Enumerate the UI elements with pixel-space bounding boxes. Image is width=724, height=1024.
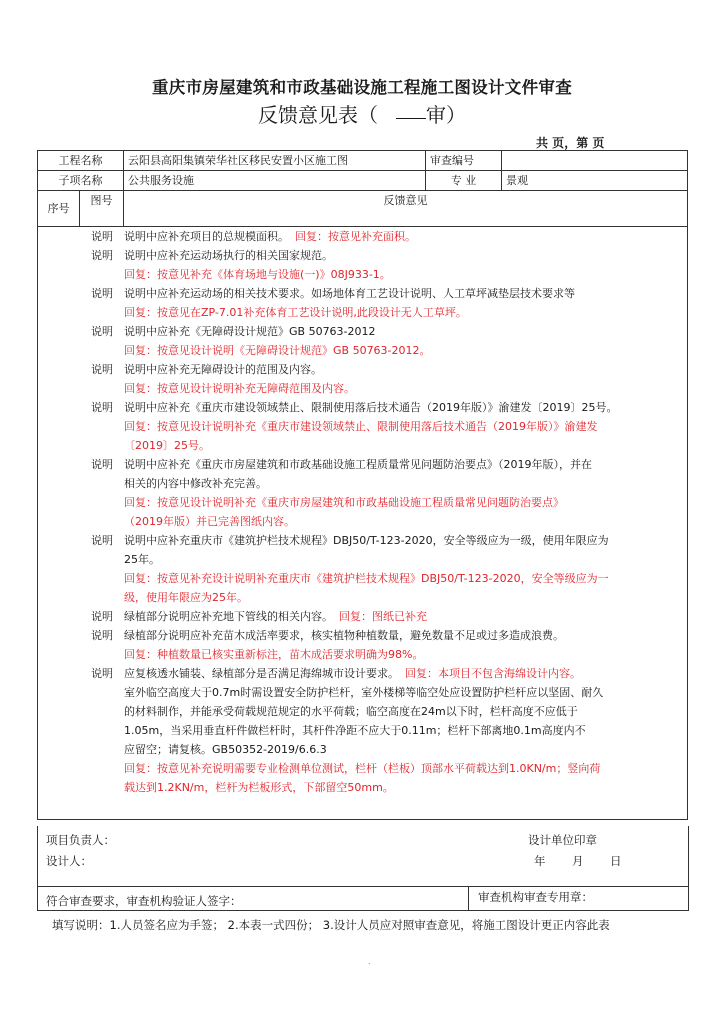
feedback-form <box>37 150 688 820</box>
feedback-line <box>124 474 681 493</box>
reply-text: 回复：图纸已补充 <box>339 610 427 623</box>
review-round-blank <box>396 118 426 119</box>
reply-text: 回复：按意见补充《体育场地与设施(一)》08J933-1。 <box>124 268 391 281</box>
reply-text: 〔2019〕25号。 <box>124 439 210 452</box>
specialty-value: 景观 <box>502 171 688 191</box>
project-label: 工程名称 <box>38 151 124 171</box>
feedback-item <box>38 284 687 322</box>
document-subtitle <box>0 99 724 128</box>
subitem-label: 子项名称 <box>38 171 124 191</box>
footer-mark: . <box>368 957 371 966</box>
feedback-line <box>124 227 681 246</box>
reply-text: 载达到1.2KN/m，栏杆为栏板形式，下部留空50mm。 <box>124 781 394 794</box>
reply-text: 回复：按意见设计说明补充无障碍范围及内容。 <box>124 382 355 395</box>
feedback-line <box>124 417 681 436</box>
feedback-body <box>38 227 688 820</box>
item-feedback <box>124 607 687 626</box>
filling-instructions: 填写说明：1.人员签名应为手签； 2.本表一式四份； 3.设计人员应对照审查意见，将施工图设计更正内容此表 <box>52 918 610 932</box>
verification-row <box>37 886 689 911</box>
opinion-text: 说明中应补充项目的总规模面积。 <box>124 230 289 243</box>
design-unit-seal-label: 设计单位印章 <box>528 833 597 847</box>
feedback-line <box>124 284 681 303</box>
item-fig-ref: 说明 <box>91 363 113 376</box>
feedback-item <box>38 360 687 398</box>
feedback-item <box>38 455 687 531</box>
item-feedback <box>124 246 687 284</box>
reply-text: （2019年版）并已完善图纸内容。 <box>124 515 295 528</box>
subtitle-suffix: 审） <box>426 103 466 127</box>
feedback-line <box>124 645 681 664</box>
item-feedback <box>124 322 687 360</box>
feedback-line <box>124 265 681 284</box>
item-seq <box>38 531 80 607</box>
feedback-line <box>124 322 681 341</box>
project-row <box>38 151 688 171</box>
feedback-line <box>124 683 681 702</box>
item-seq <box>38 322 80 360</box>
item-feedback <box>124 664 687 797</box>
opinion-text: 25年。 <box>124 553 160 566</box>
feedback-item <box>38 664 687 797</box>
item-fig-ref: 说明 <box>91 287 113 300</box>
subtitle-prefix: 反馈意见表（ <box>258 103 378 127</box>
reply-text: 回复：按意见设计说明补充《重庆市建设领域禁止、限制使用落后技术通告（2019年版）》渝建发 <box>124 420 598 433</box>
item-seq <box>38 664 80 797</box>
feedback-line <box>124 626 681 645</box>
feedback-line <box>124 569 681 588</box>
subitem-value: 公共服务设施 <box>124 171 426 191</box>
feedback-body-row <box>38 227 688 820</box>
opinion-text: 说明中应补充运动场的相关技术要求。如场地体育工艺设计说明、人工草坪减垫层技术要求等 <box>124 287 575 300</box>
feedback-line <box>124 740 681 759</box>
feedback-item <box>38 398 687 455</box>
review-no-value <box>502 151 688 171</box>
opinion-text: 1.05m，当采用垂直杆件做栏杆时，其杆件净距不应大于0.11m；栏杆下部离地0.1m高度内不 <box>124 724 586 737</box>
item-feedback <box>124 227 687 246</box>
opinion-text: 绿植部分说明应补充地下管线的相关内容。 <box>124 610 333 623</box>
reply-text: 回复：按意见补充说明需要专业检测单位测试，栏杆（栏板）顶部水平荷载达到1.0KN/m；竖向荷 <box>124 762 601 775</box>
designer-label: 设计人： <box>46 854 92 868</box>
item-seq <box>38 360 80 398</box>
opinion-text: 说明中应补充《重庆市建设领域禁止、限制使用落后技术通告（2019年版）》渝建发〔2019〕25号。 <box>124 401 618 414</box>
verifier-signature-label: 符合审查要求，审查机构验证人签字： <box>46 894 242 908</box>
date-day: 日 <box>610 854 622 868</box>
page-current: 第 页 <box>576 136 605 150</box>
feedback-line <box>124 455 681 474</box>
date-year: 年 <box>534 854 546 868</box>
reply-text: 回复：按意见补充设计说明补充重庆市《建筑护栏技术规程》DBJ50/T-123-2020，安全等级应为一 <box>124 572 609 585</box>
opinion-text: 应留空；请复核。GB50352-2019/6.6.3 <box>124 743 327 756</box>
item-seq <box>38 246 80 284</box>
feedback-line <box>124 436 681 455</box>
item-seq <box>38 455 80 531</box>
col-seq-header: 序号 <box>38 191 80 227</box>
feedback-items <box>38 227 687 797</box>
feedback-item <box>38 531 687 607</box>
review-no-label: 审查编号 <box>426 151 502 171</box>
col-fig-header: 图号 <box>80 191 124 227</box>
item-fig-ref: 说明 <box>91 610 113 623</box>
item-fig-ref: 说明 <box>91 458 113 471</box>
item-fig-ref: 说明 <box>91 325 113 338</box>
review-seal-label: 审查机构审查专用章： <box>478 890 593 904</box>
reply-text: 回复：按意见在ZP-7.01补充体育工艺设计说明,此段设计无人工草坪。 <box>124 306 467 319</box>
opinion-text: 说明中应补充重庆市《建筑护栏技术规程》DBJ50/T-123-2020，安全等级应为一级，使用年限应为 <box>124 534 609 547</box>
feedback-item <box>38 227 687 246</box>
item-feedback <box>124 284 687 322</box>
item-feedback <box>124 398 687 455</box>
signature-block <box>37 826 689 887</box>
col-feedback-header: 反馈意见 <box>124 191 688 227</box>
opinion-text: 绿植部分说明应补充苗木成活率要求，核实植物种植数量，避免数量不足或过多造成浪费。 <box>124 629 564 642</box>
opinion-text: 说明中应补充无障碍设计的范围及内容。 <box>124 363 322 376</box>
feedback-line <box>124 778 681 797</box>
feedback-line <box>124 341 681 360</box>
item-fig-ref: 说明 <box>91 534 113 547</box>
feedback-line <box>124 493 681 512</box>
opinion-text: 应复核透水铺装、绿植部分是否满足海绵城市设计要求。 <box>124 667 399 680</box>
item-fig-ref: 说明 <box>91 667 113 680</box>
reply-text: 级，使用年限应为25年。 <box>124 591 248 604</box>
document-title: 重庆市房屋建筑和市政基础设施工程施工图设计文件审查 <box>152 78 572 97</box>
opinion-text: 相关的内容中修改补充完善。 <box>124 477 267 490</box>
opinion-text: 的材料制作，并能承受荷载规范规定的水平荷载；临空高度在24m以下时，栏杆高度不应低于 <box>124 705 578 718</box>
feedback-line <box>124 550 681 569</box>
feedback-line <box>124 664 681 683</box>
item-seq <box>38 284 80 322</box>
item-fig-ref: 说明 <box>91 401 113 414</box>
verification-divider <box>468 886 469 910</box>
page-total: 共 页 <box>536 136 565 150</box>
item-seq <box>38 227 80 246</box>
item-seq <box>38 607 80 626</box>
feedback-line <box>124 607 681 626</box>
item-fig-ref: 说明 <box>91 230 113 243</box>
feedback-line <box>124 303 681 322</box>
column-header-row <box>38 191 688 227</box>
feedback-line <box>124 379 681 398</box>
item-feedback <box>124 626 687 664</box>
project-leader-label: 项目负责人： <box>46 833 115 847</box>
feedback-line <box>124 721 681 740</box>
feedback-line <box>124 246 681 265</box>
subitem-row <box>38 171 688 191</box>
item-feedback <box>124 531 687 607</box>
item-feedback <box>124 360 687 398</box>
item-fig-ref: 说明 <box>91 249 113 262</box>
page-info <box>536 134 604 151</box>
feedback-item <box>38 626 687 664</box>
feedback-item <box>38 322 687 360</box>
reply-text: 回复：种植数量已核实重新标注，苗木成活要求明确为98%。 <box>124 648 424 661</box>
specialty-label: 专 业 <box>426 171 502 191</box>
feedback-line <box>124 360 681 379</box>
feedback-line <box>124 702 681 721</box>
item-fig-ref: 说明 <box>91 629 113 642</box>
feedback-line <box>124 512 681 531</box>
feedback-item <box>38 246 687 284</box>
date-month: 月 <box>572 854 584 868</box>
feedback-line <box>124 398 681 417</box>
reply-text: 回复：按意见设计说明补充《重庆市房屋建筑和市政基础设施工程质量常见问题防治要点》 <box>124 496 564 509</box>
opinion-text: 室外临空高度大于0.7m时需设置安全防护栏杆，室外楼梯等临空处应设置防护栏杆应以坚固、耐久 <box>124 686 604 699</box>
opinion-text: 说明中应补充《无障碍设计规范》GB 50763-2012 <box>124 325 376 338</box>
reply-text: 回复：按意见补充面积。 <box>295 230 416 243</box>
feedback-line <box>124 759 681 778</box>
opinion-text: 说明中应补充运动场执行的相关国家规范。 <box>124 249 333 262</box>
project-value: 云阳县高阳集镇荣华社区移民安置小区施工图 <box>124 151 426 171</box>
feedback-item <box>38 607 687 626</box>
opinion-text: 说明中应补充《重庆市房屋建筑和市政基础设施工程质量常见问题防治要点》（2019年版），并在 <box>124 458 592 471</box>
item-seq <box>38 626 80 664</box>
item-feedback <box>124 455 687 531</box>
reply-text: 回复：本项目不包含海绵设计内容。 <box>405 667 581 680</box>
item-seq <box>38 398 80 455</box>
reply-text: 回复：按意见设计说明《无障碍设计规范》GB 50763-2012。 <box>124 344 431 357</box>
feedback-line <box>124 588 681 607</box>
page-sep: ， <box>564 136 577 150</box>
feedback-line <box>124 531 681 550</box>
